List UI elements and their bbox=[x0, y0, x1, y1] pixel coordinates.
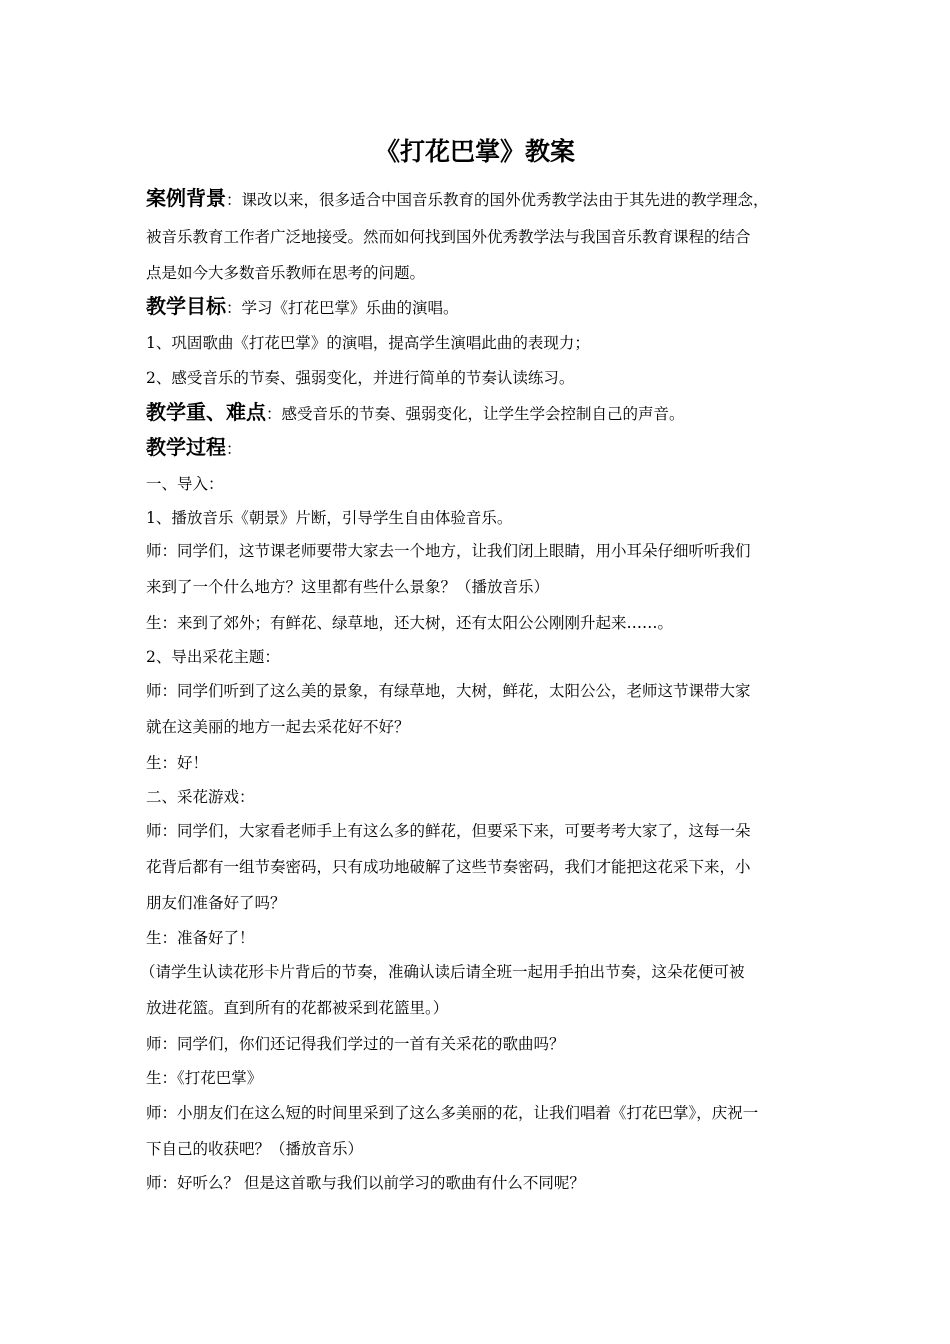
process-line: 师：同学们，这节课老师要带大家去一个地方，让我们闭上眼睛，用小耳朵仔细听听我们 bbox=[146, 542, 751, 560]
process-line: 生：来到了郊外；有鲜花、绿草地，还大树，还有太阳公公刚刚升起来……。 bbox=[146, 614, 674, 632]
background-heading: 案例背景 bbox=[146, 186, 226, 210]
process-line: 生：好！ bbox=[146, 754, 209, 772]
process-line: 师：同学们听到了这么美的景象，有绿草地，大树，鲜花，太阳公公，老师这节课带大家 bbox=[146, 682, 751, 700]
background-text-1: ：课改以来，很多适合中国音乐教育的国外优秀教学法由于其先进的教学理念， bbox=[226, 191, 769, 209]
goals-intro: ：学习《打花巴掌》乐曲的演唱。 bbox=[226, 299, 459, 317]
process-line: 师：好听么？ 但是这首歌与我们以前学习的歌曲有什么不同呢？ bbox=[146, 1174, 585, 1192]
process-line: 下自己的收获吧？（播放音乐） bbox=[146, 1140, 364, 1158]
goal-item-2: 2、感受音乐的节奏、强弱变化，并进行简单的节奏认读练习。 bbox=[146, 369, 575, 387]
background-line-2: 被音乐教育工作者广泛地接受。然而如何找到国外优秀教学法与我国音乐教育课程的结合 bbox=[146, 228, 751, 246]
process-line: 生：《打花巴掌》 bbox=[146, 1069, 263, 1087]
process-heading-suffix: ： bbox=[226, 440, 242, 458]
background-line-3: 点是如今大多数音乐教师在思考的问题。 bbox=[146, 264, 426, 282]
process-line: 来到了一个什么地方？这里都有些什么景象？（播放音乐） bbox=[146, 578, 550, 596]
key-points-text: ：感受音乐的节奏、强弱变化，让学生学会控制自己的声音。 bbox=[266, 405, 685, 423]
document-title: 《打花巴掌》教案 bbox=[374, 137, 575, 166]
process-line: 生：准备好了！ bbox=[146, 929, 255, 947]
process-line: 1、播放音乐《朝景》片断，引导学生自由体验音乐。 bbox=[146, 509, 513, 527]
goal-item-1: 1、巩固歌曲《打花巴掌》的演唱，提高学生演唱此曲的表现力； bbox=[146, 334, 590, 352]
process-line: 师：小朋友们在这么短的时间里采到了这么多美丽的花，让我们唱着《打花巴掌》，庆祝一 bbox=[146, 1104, 759, 1122]
process-heading-line bbox=[146, 437, 242, 459]
background-line-1 bbox=[146, 188, 769, 210]
process-line: 花背后都有一组节奏密码，只有成功地破解了这些节奏密码，我们才能把这花采下来，小 bbox=[146, 858, 751, 876]
goals-line bbox=[146, 296, 459, 318]
process-line: （请学生认读花形卡片背后的节奏，准确认读后请全班一起用手拍出节奏，这朵花便可被 bbox=[140, 963, 745, 981]
key-points-line bbox=[146, 402, 685, 424]
process-line: 就在这美丽的地方一起去采花好不好？ bbox=[146, 718, 410, 736]
goals-heading: 教学目标 bbox=[146, 294, 226, 318]
process-line: 一、导入： bbox=[146, 475, 224, 493]
process-line: 师：同学们，大家看老师手上有这么多的鲜花，但要采下来，可要考考大家了，这每一朵 bbox=[146, 822, 751, 840]
process-heading: 教学过程 bbox=[146, 435, 226, 459]
process-line: 二、采花游戏： bbox=[146, 788, 255, 806]
process-line: 2、导出采花主题： bbox=[146, 648, 280, 666]
process-line: 师：同学们，你们还记得我们学过的一首有关采花的歌曲吗？ bbox=[146, 1035, 565, 1053]
process-line: 朋友们准备好了吗？ bbox=[146, 894, 286, 912]
process-line: 放进花篮。直到所有的花都被采到花篮里。） bbox=[146, 999, 449, 1017]
key-points-heading: 教学重、难点 bbox=[146, 400, 266, 424]
